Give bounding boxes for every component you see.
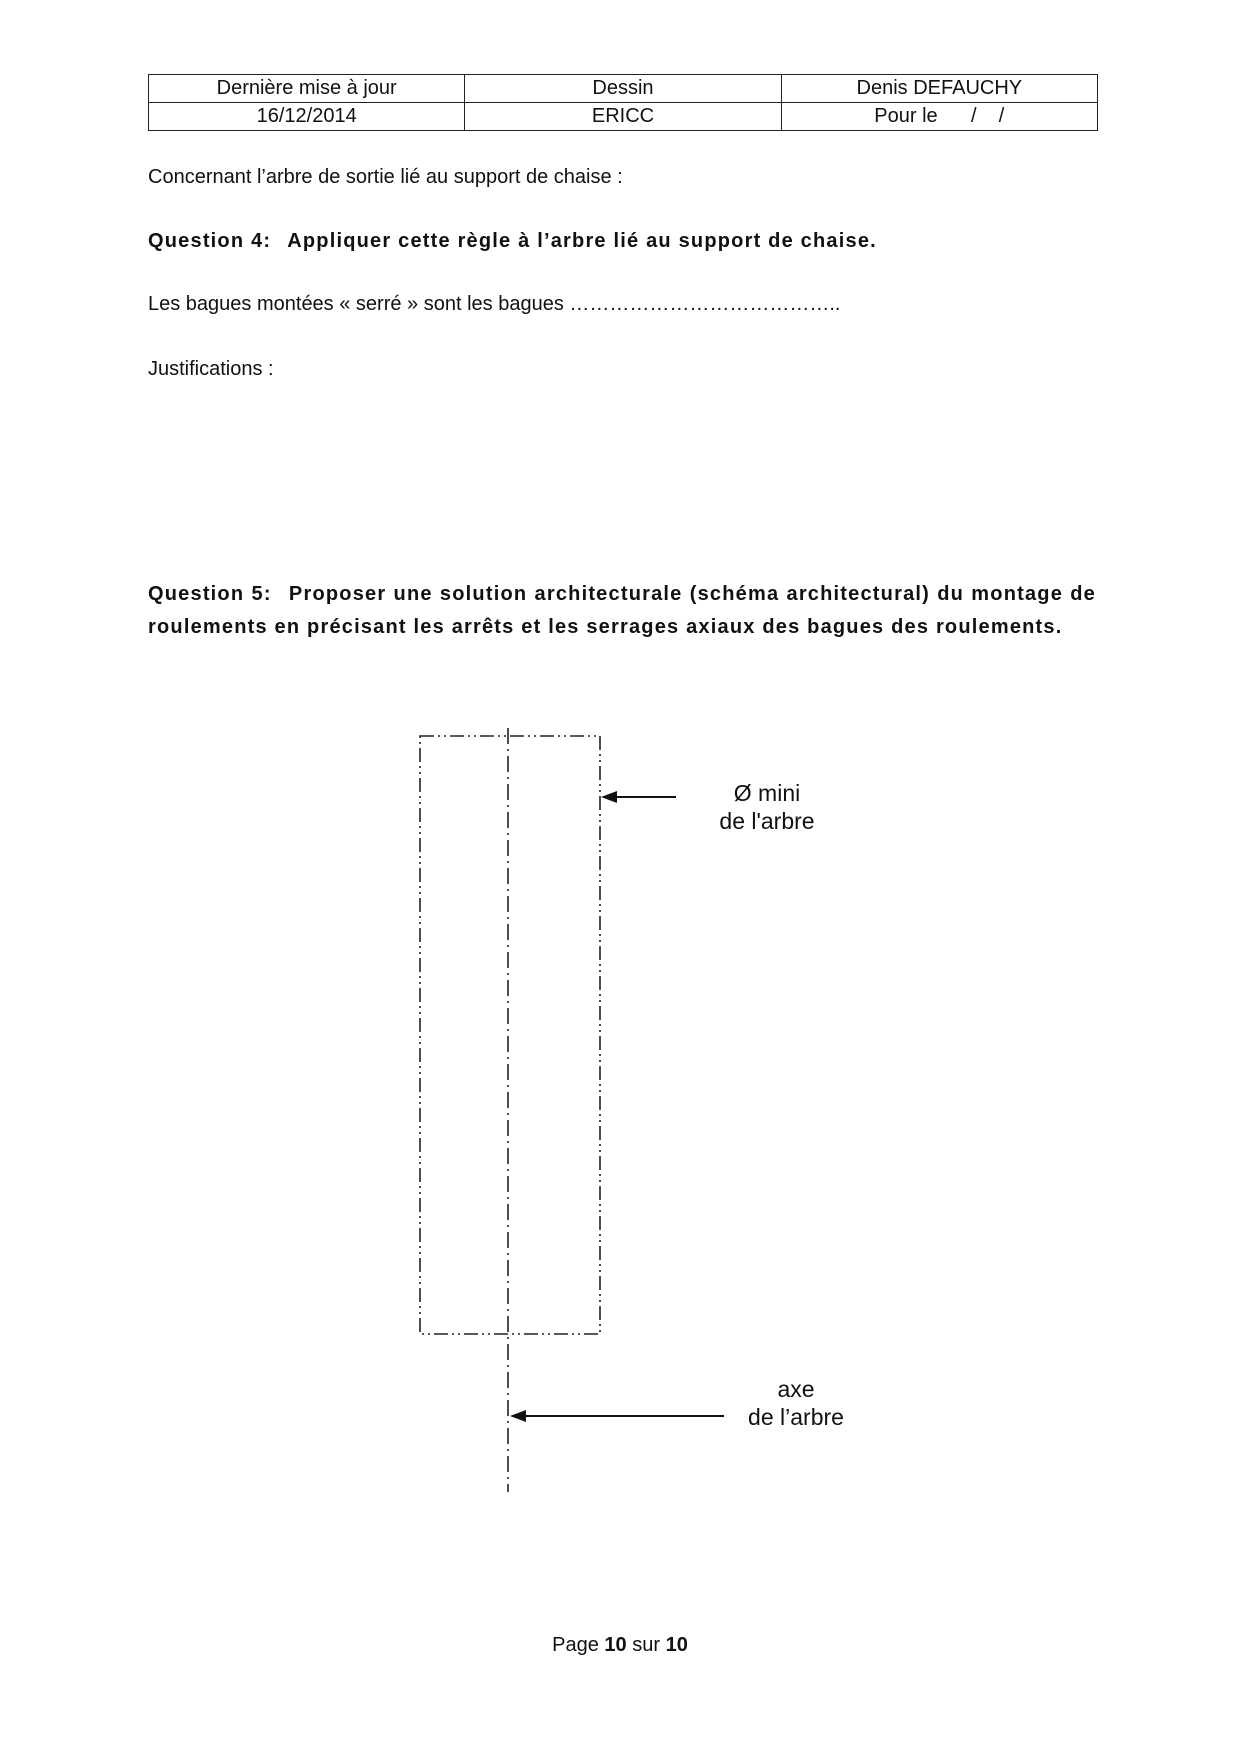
header-topic: ERICC: [465, 103, 781, 131]
diameter-label-line-2: de l'arbre: [719, 808, 815, 834]
question-4-text: Appliquer cette règle à l’arbre lié au support de chaise.: [287, 230, 877, 252]
justifications-label: Justifications :: [148, 358, 274, 380]
shaft-outline: [420, 736, 600, 1334]
question-5-label: Question 5:: [148, 583, 272, 605]
page-footer: [0, 1634, 1240, 1657]
header-subject-label: Dessin: [465, 75, 781, 103]
question-4-label: Question 4:: [148, 230, 272, 252]
bagues-answer-line: Les bagues montées « serré » sont les bagues …………………………………..: [148, 293, 841, 315]
intro-text: Concernant l’arbre de sortie lié au support de chaise :: [148, 166, 623, 188]
axis-label-line-2: de l’arbre: [748, 1404, 844, 1430]
diameter-label-line-1: Ø mini: [733, 780, 801, 806]
footer-sur: sur: [632, 1634, 661, 1656]
header-due-date: Pour le / /: [781, 103, 1097, 131]
axis-label-line-1: axe: [777, 1376, 815, 1402]
footer-current-page: 10: [604, 1634, 627, 1656]
header-last-update-label: Dernière mise à jour: [149, 75, 465, 103]
axis-arrow-head: [510, 1410, 526, 1422]
header-author: Denis DEFAUCHY: [781, 75, 1097, 103]
footer-total-pages: 10: [665, 1634, 688, 1656]
question-5-text: Proposer une solution architecturale (schéma architectural) du montage de roulements en précisant les arrêts et les serrages axiaux des bagues des roulements.: [148, 583, 1096, 638]
header-date: 16/12/2014: [149, 103, 465, 131]
footer-page-prefix: Page: [552, 1634, 599, 1656]
diameter-arrow-head: [601, 791, 617, 803]
